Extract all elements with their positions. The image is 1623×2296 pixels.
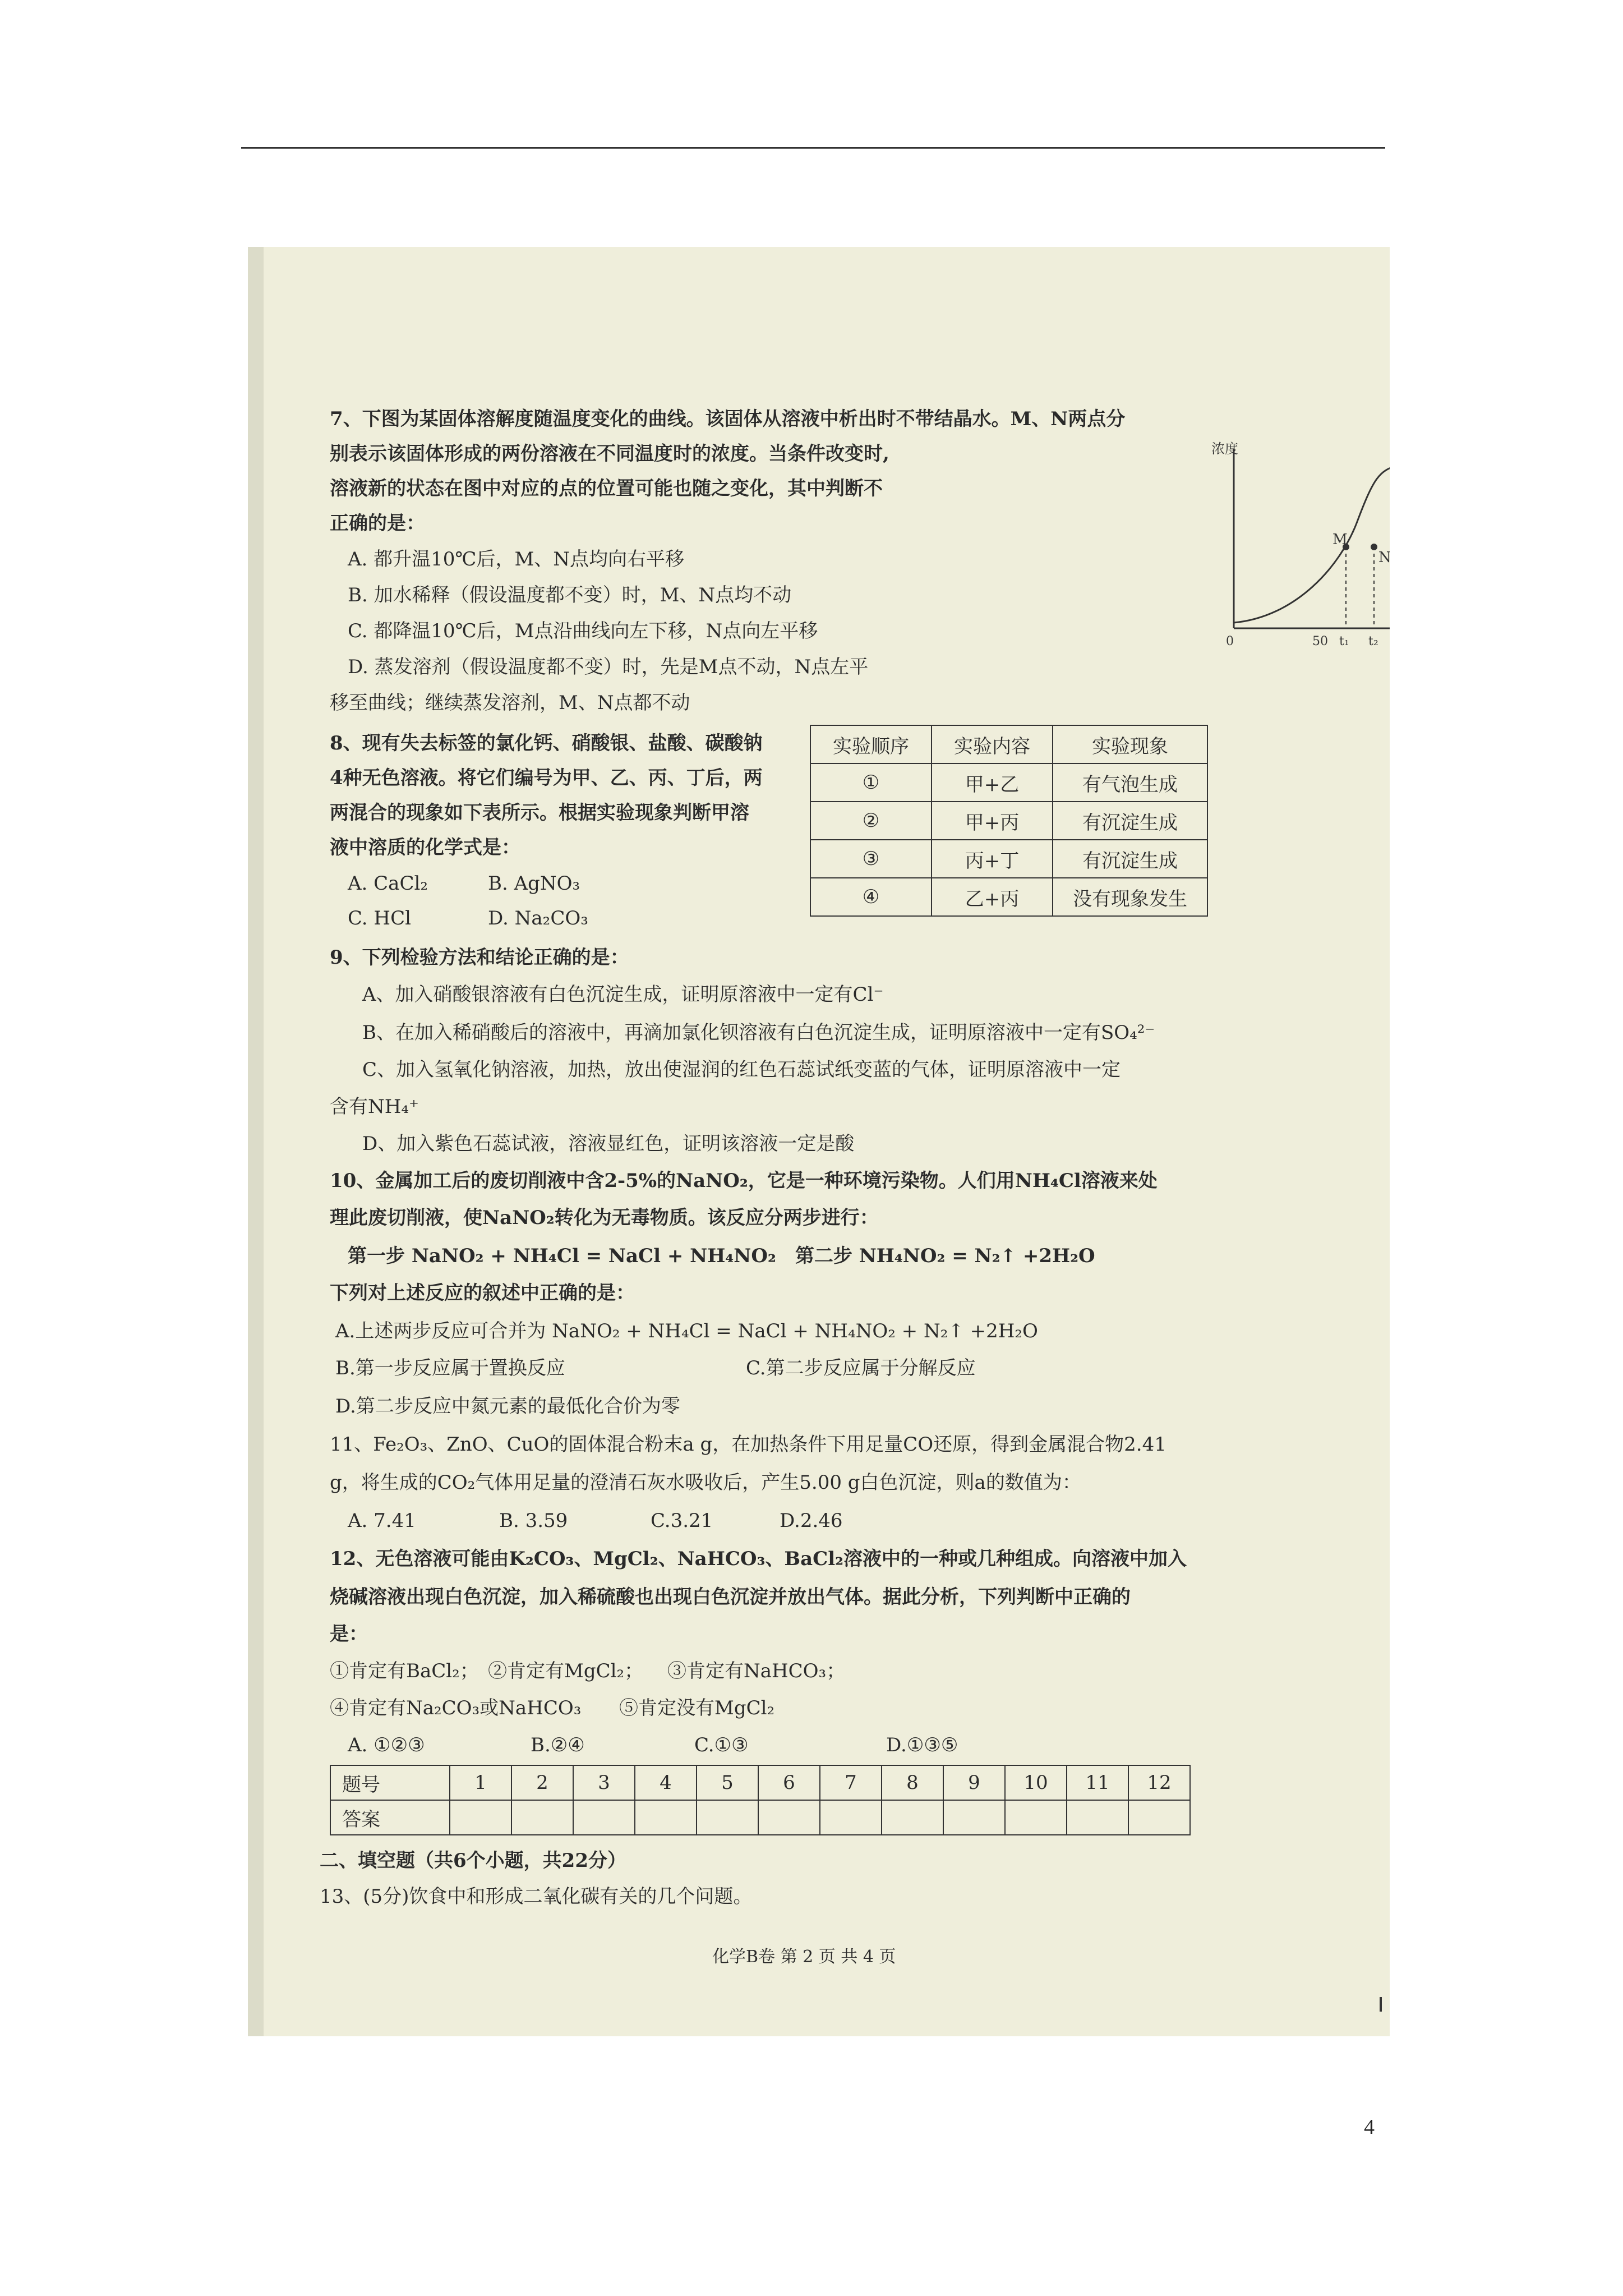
table-cell: 甲+乙: [932, 763, 1053, 802]
table-header-row: [810, 725, 1207, 763]
answer-row-label: 答案: [330, 1800, 450, 1835]
answer-cell[interactable]: [820, 1800, 882, 1835]
table-cell: 有气泡生成: [1053, 763, 1207, 802]
q12-option-a: A. ①②③: [348, 1734, 425, 1756]
q10-line2: 理此废切削液，使NaNO₂转化为无毒物质。该反应分两步进行：: [330, 1207, 879, 1229]
answer-row-label: 题号: [330, 1765, 450, 1800]
answer-table: [330, 1765, 1191, 1835]
q12-option-c: C.①③: [694, 1734, 749, 1756]
q11-line1: 11、Fe₂O₃、ZnO、CuO的固体混合粉末a g，在加热条件下用足量CO还原，得到金属混合物2.41: [330, 1433, 1166, 1456]
answer-cell[interactable]: [635, 1800, 697, 1835]
scan-mark: [1380, 1997, 1382, 2012]
chart-tick-t2: t₂: [1368, 634, 1378, 648]
q8-line2: 4种无色溶液。将它们编号为甲、乙、丙、丁后，两: [330, 767, 763, 789]
table-cell: 甲+丙: [932, 802, 1053, 840]
answer-cell[interactable]: [697, 1800, 758, 1835]
answer-number-cell: 7: [820, 1765, 882, 1800]
answer-number-cell: 6: [758, 1765, 820, 1800]
q10-option-d: D.第二步反应中氮元素的最低化合价为零: [335, 1395, 680, 1418]
q7-option-d1: D. 蒸发溶剂（假设温度都不变）时，先是M点不动，N点左平: [348, 656, 869, 678]
q12-statement-2: ②肯定有MgCl₂；: [488, 1660, 644, 1682]
answer-cell[interactable]: [511, 1800, 573, 1835]
q11-line2: g，将生成的CO₂气体用足量的澄清石灰水吸收后，产生5.00 g白色沉淀，则a的数值为：: [330, 1471, 1081, 1494]
q8-line4: 液中溶质的化学式是：: [330, 836, 520, 859]
table-cell: 丙+丁: [932, 840, 1053, 878]
q7-line4: 正确的是：: [330, 512, 425, 535]
table-cell: ①: [810, 763, 932, 802]
q8-option-d: D. Na₂CO₃: [488, 907, 588, 930]
q8-option-b: B. AgNO₃: [488, 872, 580, 895]
q8-option-a: A. CaCl₂: [348, 872, 428, 895]
q10-line1: 10、金属加工后的废切削液中含2-5%的NaNO₂，它是一种环境污染物。人们用NH₄Cl溶液来处: [330, 1170, 1158, 1192]
q11-option-c: C.3.21: [651, 1510, 713, 1532]
solubility-curve: [1234, 466, 1390, 623]
table-cell: 有沉淀生成: [1053, 802, 1207, 840]
q12-line3: 是：: [330, 1623, 368, 1645]
answer-number-row: [330, 1765, 1190, 1800]
q11-option-d: D.2.46: [780, 1510, 843, 1532]
q7-option-a: A. 都升温10℃后，M、N点均向右平移: [348, 548, 685, 570]
section-2-heading: 二、填空题（共6个小题，共22分）: [320, 1849, 626, 1872]
answer-cell[interactable]: [1067, 1800, 1128, 1835]
q12-statement-3: ③肯定有NaHCO₃；: [667, 1660, 846, 1682]
answer-cell[interactable]: [1128, 1800, 1190, 1835]
q11-option-b: B. 3.59: [499, 1510, 568, 1532]
q9-option-c1: C、加入氢氧化钠溶液，加热，放出使湿润的红色石蕊试纸变蓝的气体，证明原溶液中一定: [362, 1059, 1121, 1081]
q11-option-a: A. 7.41: [348, 1510, 416, 1532]
table-row: [810, 840, 1207, 878]
answer-number-cell: 4: [635, 1765, 697, 1800]
answer-cell[interactable]: [573, 1800, 635, 1835]
q13-stem: 13、(5分)饮食中和形成二氧化碳有关的几个问题。: [320, 1885, 753, 1908]
q10-steps: 第一步 NaNO₂ + NH₄Cl = NaCl + NH₄NO₂ 第二步 NH₄NO₂ = N₂↑ +2H₂O: [348, 1245, 1095, 1267]
table-header-cell: 实验顺序: [810, 725, 932, 763]
q10-option-b: B.第一步反应属于置换反应: [335, 1357, 565, 1379]
table-cell: ②: [810, 802, 932, 840]
chart-y-label: 浓度: [1211, 441, 1238, 457]
answer-cell[interactable]: [882, 1800, 943, 1835]
q9-stem: 9、下列检验方法和结论正确的是：: [330, 946, 629, 969]
answer-number-cell: 8: [882, 1765, 943, 1800]
answer-input-row: [330, 1800, 1190, 1835]
table-cell: ④: [810, 878, 932, 916]
chart-tick-t1: t₁: [1339, 634, 1349, 648]
q7-option-b: B. 加水稀释（假设温度都不变）时，M、N点均不动: [348, 584, 792, 606]
answer-number-cell: 1: [450, 1765, 511, 1800]
q12-line2: 烧碱溶液出现白色沉淀，加入稀硫酸也出现白色沉淀并放出气体。据此分析，下列判断中正确的: [330, 1586, 1131, 1608]
table-header-cell: 实验内容: [932, 725, 1053, 763]
answer-number-cell: 11: [1067, 1765, 1128, 1800]
table-row: [810, 802, 1207, 840]
q12-statement-1: ①肯定有BaCl₂；: [330, 1660, 479, 1682]
table-cell: ③: [810, 840, 932, 878]
answer-cell[interactable]: [943, 1800, 1005, 1835]
q12-line1: 12、无色溶液可能由K₂CO₃、MgCl₂、NaHCO₃、BaCl₂溶液中的一种或几种组成。向溶液中加入: [330, 1548, 1187, 1570]
q8-experiment-table: [810, 725, 1208, 917]
point-m-label: M: [1332, 531, 1348, 548]
q10-option-c: C.第二步反应属于分解反应: [746, 1357, 976, 1379]
solubility-chart: 浓度 M N 0 50 t₁ t₂ 100 温度/℃: [1211, 441, 1445, 662]
page-footer: 化学B卷 第 2 页 共 4 页: [712, 1947, 896, 1967]
scanned-exam-page: [248, 247, 1445, 2036]
q8-line3: 两混合的现象如下表所示。根据实验现象判断甲溶: [330, 802, 749, 824]
q10-option-a: A.上述两步反应可合并为 NaNO₂ + NH₄Cl = NaCl + NH₄NO₂ + N₂↑ +2H₂O: [335, 1320, 1038, 1342]
q12-option-b: B.②④: [531, 1734, 585, 1756]
page-number: 4: [1364, 2115, 1375, 2139]
q7-option-d2: 移至曲线；继续蒸发溶剂，M、N点都不动: [330, 692, 690, 714]
q7-line1: 7、下图为某固体溶解度随温度变化的曲线。该固体从溶液中析出时不带结晶水。M、N两点分: [330, 408, 1126, 430]
point-n-label: N: [1378, 549, 1391, 566]
table-header-cell: 实验现象: [1053, 725, 1207, 763]
q9-option-c2: 含有NH₄⁺: [330, 1096, 419, 1118]
answer-number-cell: 9: [943, 1765, 1005, 1800]
table-row: [810, 878, 1207, 916]
q12-statement-4: ④肯定有Na₂CO₃或NaHCO₃: [330, 1697, 582, 1719]
q8-option-c: C. HCl: [348, 907, 411, 930]
table-cell: 有沉淀生成: [1053, 840, 1207, 878]
header-rule: [241, 147, 1385, 149]
q7-line2: 别表示该固体形成的两份溶液在不同温度时的浓度。当条件改变时,: [330, 443, 889, 465]
answer-cell[interactable]: [1005, 1800, 1067, 1835]
chart-tick-50: 50: [1312, 634, 1328, 648]
q10-line4: 下列对上述反应的叙述中正确的是：: [330, 1282, 635, 1304]
q9-option-b: B、在加入稀硝酸后的溶液中，再滴加氯化钡溶液有白色沉淀生成，证明原溶液中一定有SO₄²⁻: [362, 1022, 1155, 1044]
answer-number-cell: 3: [573, 1765, 635, 1800]
q9-option-a: A、加入硝酸银溶液有白色沉淀生成，证明原溶液中一定有Cl⁻: [362, 983, 884, 1006]
q8-line1: 8、现有失去标签的氯化钙、硝酸银、盐酸、碳酸钠: [330, 732, 763, 754]
answer-cell[interactable]: [758, 1800, 820, 1835]
answer-number-cell: 10: [1005, 1765, 1067, 1800]
table-row: [810, 763, 1207, 802]
answer-number-cell: 5: [697, 1765, 758, 1800]
answer-number-cell: 12: [1128, 1765, 1190, 1800]
q12-option-d: D.①③⑤: [886, 1734, 958, 1756]
chart-tick-0: 0: [1226, 634, 1234, 648]
table-cell: 乙+丙: [932, 878, 1053, 916]
q7-line3: 溶液新的状态在图中对应的点的位置可能也随之变化，其中判断不: [330, 477, 883, 500]
table-cell: 没有现象发生: [1053, 878, 1207, 916]
answer-number-cell: 2: [511, 1765, 573, 1800]
q12-statement-5: ⑤肯定没有MgCl₂: [619, 1697, 775, 1719]
answer-cell[interactable]: [450, 1800, 511, 1835]
q7-option-c: C. 都降温10℃后，M点沿曲线向左下移，N点向左平移: [348, 620, 818, 642]
q9-option-d: D、加入紫色石蕊试液，溶液显红色，证明该溶液一定是酸: [362, 1133, 855, 1155]
